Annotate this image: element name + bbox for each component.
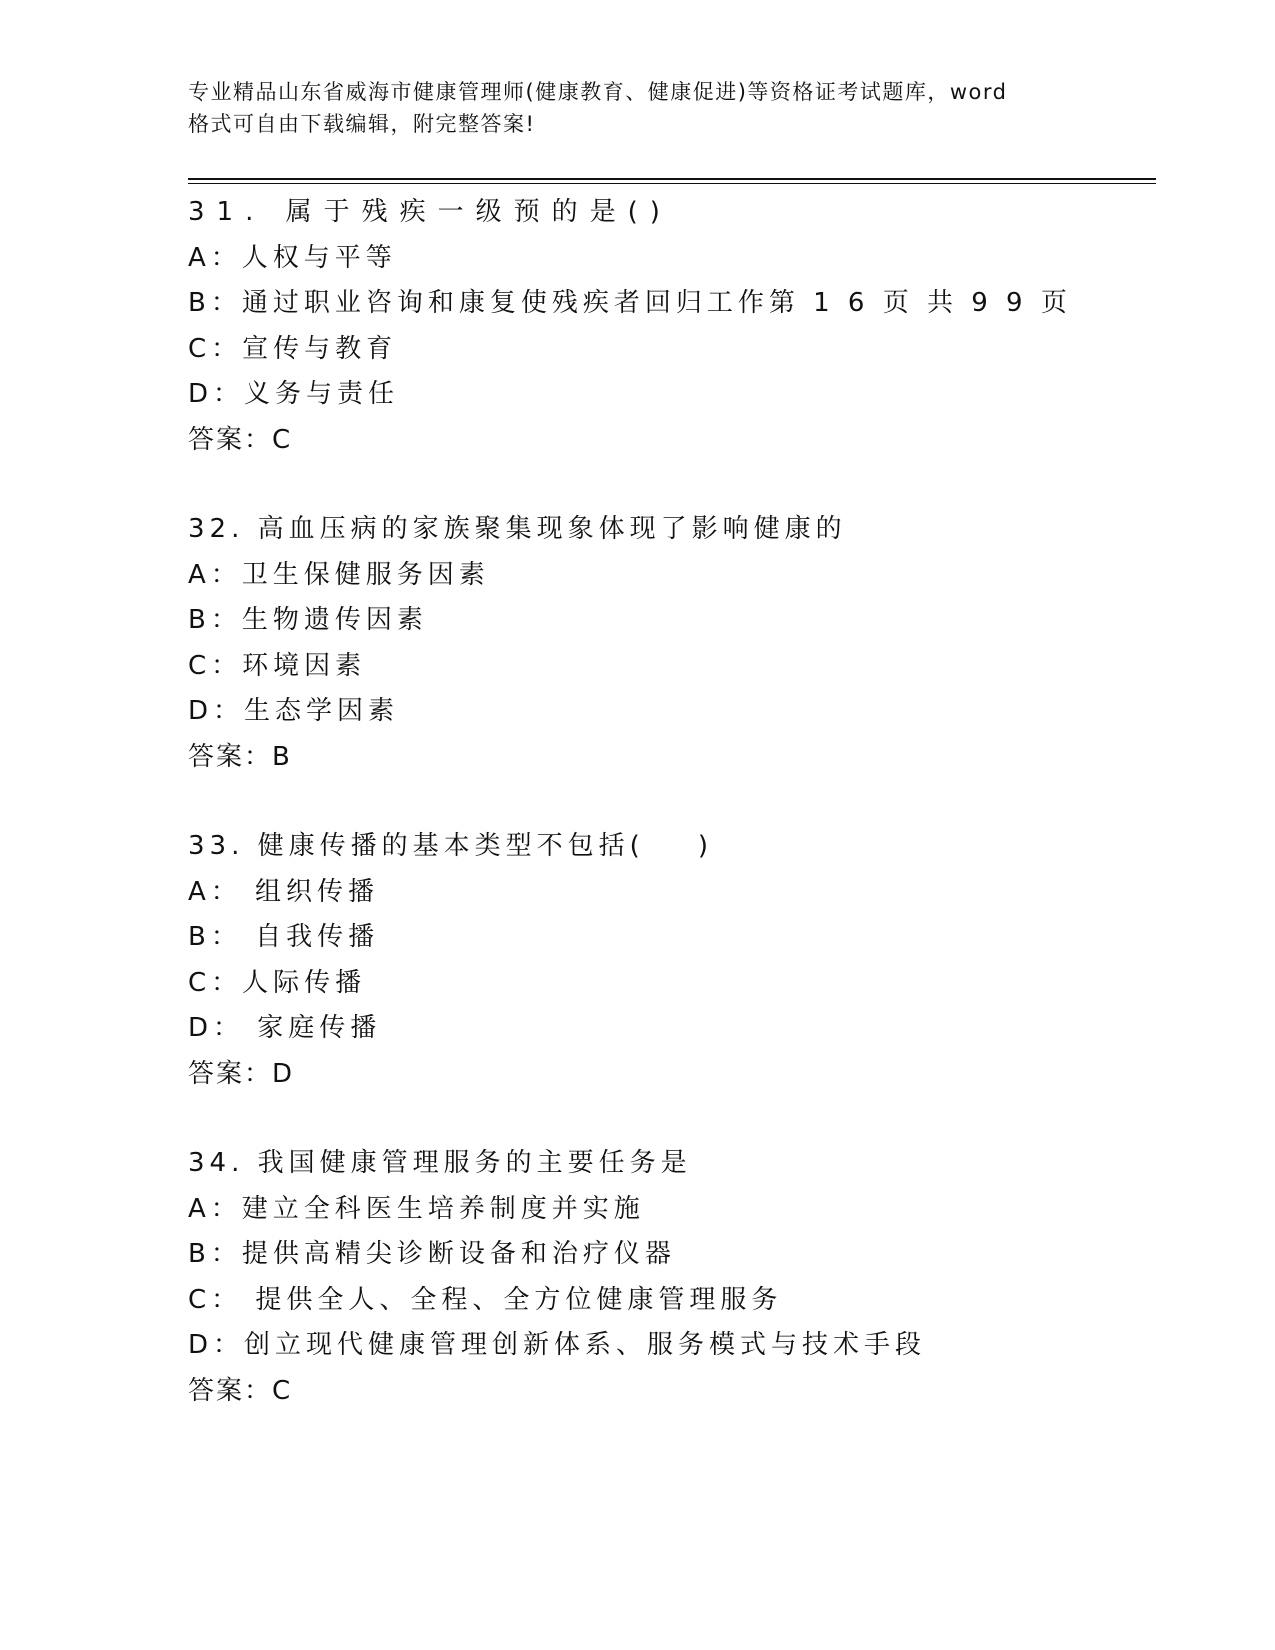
option-d: D： 家庭传播 bbox=[188, 1013, 382, 1043]
option-b: B：提供高精尖诊断设备和治疗仪器 bbox=[188, 1239, 676, 1269]
header-divider-thin bbox=[188, 183, 1156, 184]
answer-line: 答案：C bbox=[188, 424, 293, 455]
option-b: B：通过职业咨询和康复使残疾者回归工作第 1 6 页 共 9 9 页 bbox=[188, 288, 1072, 318]
option-c: C：环境因素 bbox=[188, 650, 367, 681]
answer-line: 答案：C bbox=[188, 1375, 293, 1406]
option-d: D：义务与责任 bbox=[188, 379, 400, 409]
option-b: B： 自我传播 bbox=[188, 922, 380, 952]
document-header bbox=[188, 76, 1088, 140]
option-c: C： 提供全人、全程、全方位健康管理服务 bbox=[188, 1284, 783, 1315]
option-a: A：卫生保健服务因素 bbox=[188, 559, 490, 590]
header-line-2: 格式可自由下载编辑，附完整答案! bbox=[188, 112, 536, 136]
question-list bbox=[188, 190, 1156, 1458]
answer-line: 答案：D bbox=[188, 1058, 295, 1089]
option-a: A：建立全科医生培养制度并实施 bbox=[188, 1193, 645, 1224]
option-d: D：创立现代健康管理创新体系、服务模式与技术手段 bbox=[188, 1330, 927, 1360]
question-31 bbox=[188, 190, 1156, 463]
header-divider-thick bbox=[188, 178, 1156, 180]
header-line-1: 专业精品山东省威海市健康管理师(健康教育、健康促进)等资格证考试题库，word bbox=[188, 80, 1008, 104]
option-d: D：生态学因素 bbox=[188, 696, 400, 726]
option-c: C：宣传与教育 bbox=[188, 333, 398, 364]
answer-line: 答案：B bbox=[188, 741, 292, 772]
question-33 bbox=[188, 824, 1156, 1097]
question-34 bbox=[188, 1141, 1156, 1414]
option-b: B：生物遗传因素 bbox=[188, 605, 428, 635]
question-stem: 32. 高血压病的家族聚集现象体现了影响健康的 bbox=[188, 514, 847, 544]
question-stem: 34. 我国健康管理服务的主要任务是 bbox=[188, 1148, 692, 1178]
question-stem: 33. 健康传播的基本类型不包括( ) bbox=[188, 831, 713, 861]
option-c: C：人际传播 bbox=[188, 967, 367, 998]
question-32 bbox=[188, 507, 1156, 780]
option-a: A：人权与平等 bbox=[188, 242, 397, 273]
option-a: A： 组织传播 bbox=[188, 876, 380, 907]
question-stem: 31. 属于残疾一级预的是() bbox=[188, 197, 672, 227]
